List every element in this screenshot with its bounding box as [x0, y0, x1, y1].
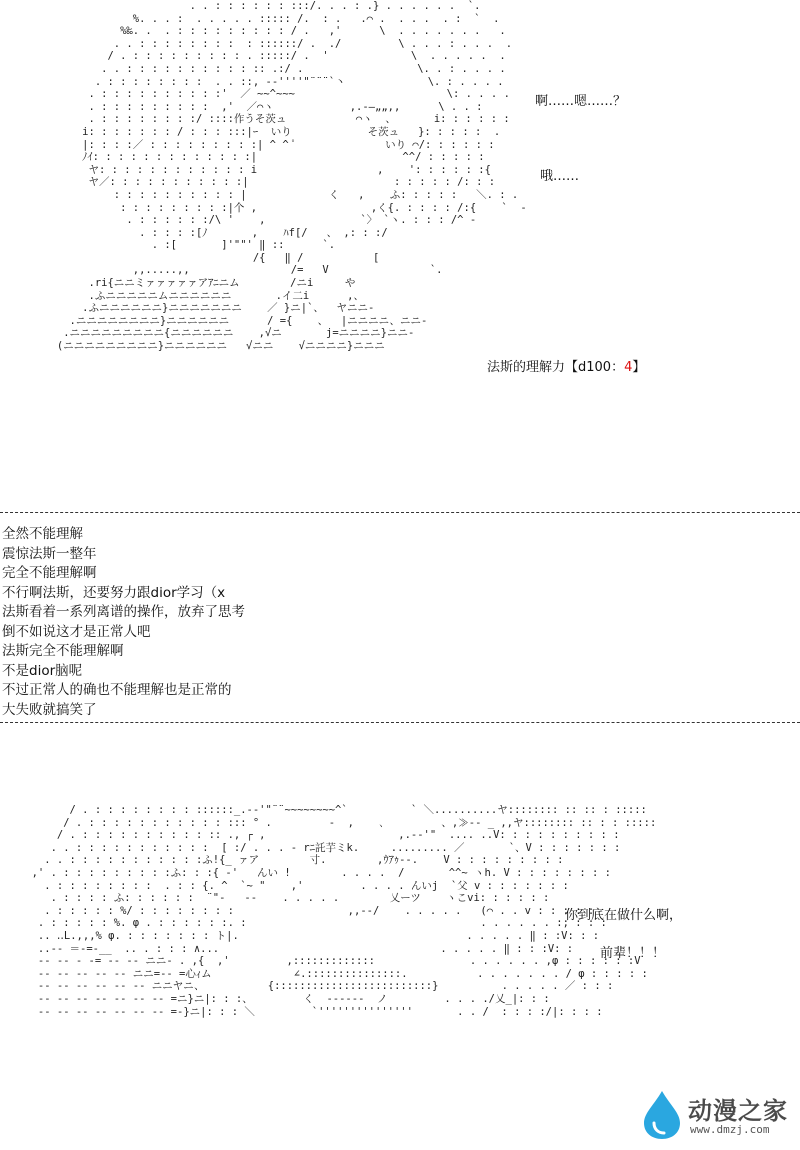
narration-line: 完全不能理解啊	[2, 565, 97, 581]
narration-line: 全然不能理解	[2, 526, 83, 542]
dice-roll-label: 法斯的理解力【d100：	[487, 360, 625, 375]
narration-line: 法斯完全不能理解啊	[2, 643, 124, 659]
site-watermark	[640, 1085, 800, 1145]
divider-bottom	[0, 722, 800, 723]
speech-line-3: 你到底在做什么啊，	[565, 908, 683, 923]
character-ascii-art-top: . . : : : : : : :::/. . . : .} . . . . . . `. %. . . : . . . . . ::::: /. : . .⌒ . . . . . : ` . %‰. . . : : : : : : : : : / . ,' \ . . . . . . . . . . : : : : : : : : : ::::::/ . ./ \ . . . : . . . . / . : : : : : : : : : . :::::/ . ' \ . . . . . . . . : : : : : : : : : : :: .:/ . \. . : . . . . . : : : : : : : : . . ::, -‐''''"¨¨¨`丶 \. : . . . . . : : : : : : : : : :' ／ ~~^~~~ \: . . . . . : : : : : : : : : ,' ／⌒ヽ ,.‐—„„,, \ . . : . : : : : : : : :/ ::::作うそ茨ュ ⌒ヽ 、 i: : : : : : i: : : : : : : / : : : :::|ｰ いり そ茨ュ }: : : : : . |: : : :／ : : : : : : : : :| ^ ^ ﾟ いり ⌒/: : : : : : ﾉｲ: : : : : : : : : : : : :| ^^/ : : : : : ヤ: : : : : : : : : : : : i , ': : : : : :{ ヤ／: : : : : : : : : : :| : : : : : /: : : : : : : : : : : : : | く , ふ: : : : : ＼. : . : : : : : : : : :|个 , ,く{. : : : : /:{ ` ‐ . : : : : : :/\ ' , `〉 `ヽ. : : : /^ ‐ . : : : :[ﾉ , ﾊf[/ 、 ,: : :/ . :[ ]'""' ‖ :: `. /{ ‖ / [ ,,.....,, /= V `. .ri{ニニミァァァァァアｱﾆニム /ニi や .ふニニニニニムニニニニニニ .イ二i ,、 .ふニニニニニニ}ニニニニニニニ ／ }ニ|`、 ヤニニ- .ニニニニニニニニ}ニニニニニニ / ={ 、 |ニニニニ、ニニ- .ニニニニニニニニニ{ニニニニニニ ,√ニ j=ニニニニ}ニニ- (ニニニニニニニニニ}ニニニニニニ √ニニ √ニニニニ}ニニニ	[56, 0, 527, 353]
narration-line: 大失败就搞笑了	[2, 701, 97, 718]
top-panel	[0, 0, 800, 480]
narration-line: 法斯看着一系列离谱的操作，放弃了思考	[2, 604, 245, 620]
dice-roll-value: 4	[624, 360, 633, 375]
speech-line-4: 前辈！！！	[600, 946, 666, 961]
dice-roll	[487, 356, 645, 375]
speech-line-2: 哦……	[540, 169, 580, 184]
narration-line: 震惊法斯一整年	[2, 545, 97, 562]
speech-line-1: 啊……嗯……？	[535, 94, 627, 109]
character-ascii-art-bottom: / . : : : : : : : : ::::::_.-‐'"¨¨~~~~~~~~^` ` ＼..........ヤ:::::::: :: :: : ::::: / . : : : : : : : : : : : ::: ° . - , ､ 、,≫-- _ ,,ヤ:::::::: :: : : ::::: / . : : : : : : : : : : :: ., ┌ , ,.-‐'" .... ..V: : : : : : : : : : . . : : : : : : : : : : : [ :/ . . . ‐ rﾆ託芋ミk. ......... ／ `、V : : : : : : : . . : : : : : : : : : : :ふ!{_ ァア 寸. ,ｳｱｩ--. V : : : : : : : : : ,' . : : : : : : : : :ふ: : :{ ‐' んい ! . . . . / ^^~ ヽh. V : : : : : : : : . : : : : : : : : . : : {. ^ `~ " ,' . . . . んいj `父 v : : : : : : : . : : : : ふ: : : : : : ¨"‐ -‐ . . . . . 乂ーツ ヽこvi: : : : : : . : : : : : %/ : : : : : : : : ,,-‐/ . . . . . (⌒ . . v : : : : : . : : : : : %. φ . : : : : : :. : . . . . . . :; : : : .. ‥L.,,,% φ. : : : : : : : ト|. . . . . . ‖ : :V: : : ..-‐ ＝-=-__ .. . : : : ∧... . . . . . ‖ : : :V: : -‐ -‐ - ‐= -‐ -‐ ニニ- . ,{ ,' ,::::::::::::: . . . . . . ,φ : : : : : :V -‐ -‐ -‐ -‐ -‐ ニニ=-‐ =心ｨム ∠.:::::::::::::::. . . . . . . . / φ : : : : : -‐ -‐ -‐ -‐ -‐ -‐ ニニヤニ、 {:::::::::::::::::::::::::} . . . . . ／ : : : -‐ -‐ -‐ -‐ -‐ -‐ -‐ =ニ}ニ|: : :、 く ‐‐‐‐‐‐ ノ . . . ./乂_|: : : -‐ -‐ -‐ -‐ -‐ -‐ -‐ =-}ニ|: : : ＼ `''''''''''''''' . . / : : : :/|: : : :	[31, 804, 657, 1018]
watermark-url: www.dmzj.com	[690, 1123, 770, 1136]
narration-line: 倒不如说这才是正常人吧	[2, 623, 151, 640]
water-drop-logo-icon	[640, 1089, 684, 1141]
dice-roll-close: 】	[632, 360, 646, 375]
watermark-title: 动漫之家	[688, 1097, 788, 1125]
narration-line: 不是dior脑呢	[2, 662, 83, 679]
narration-text	[2, 525, 792, 720]
narration-line: 不行啊法斯，还要努力跟dior学习（x	[2, 584, 226, 601]
narration-line: 不过正常人的确也不能理解也是正常的	[2, 682, 232, 698]
divider-top	[0, 512, 800, 513]
